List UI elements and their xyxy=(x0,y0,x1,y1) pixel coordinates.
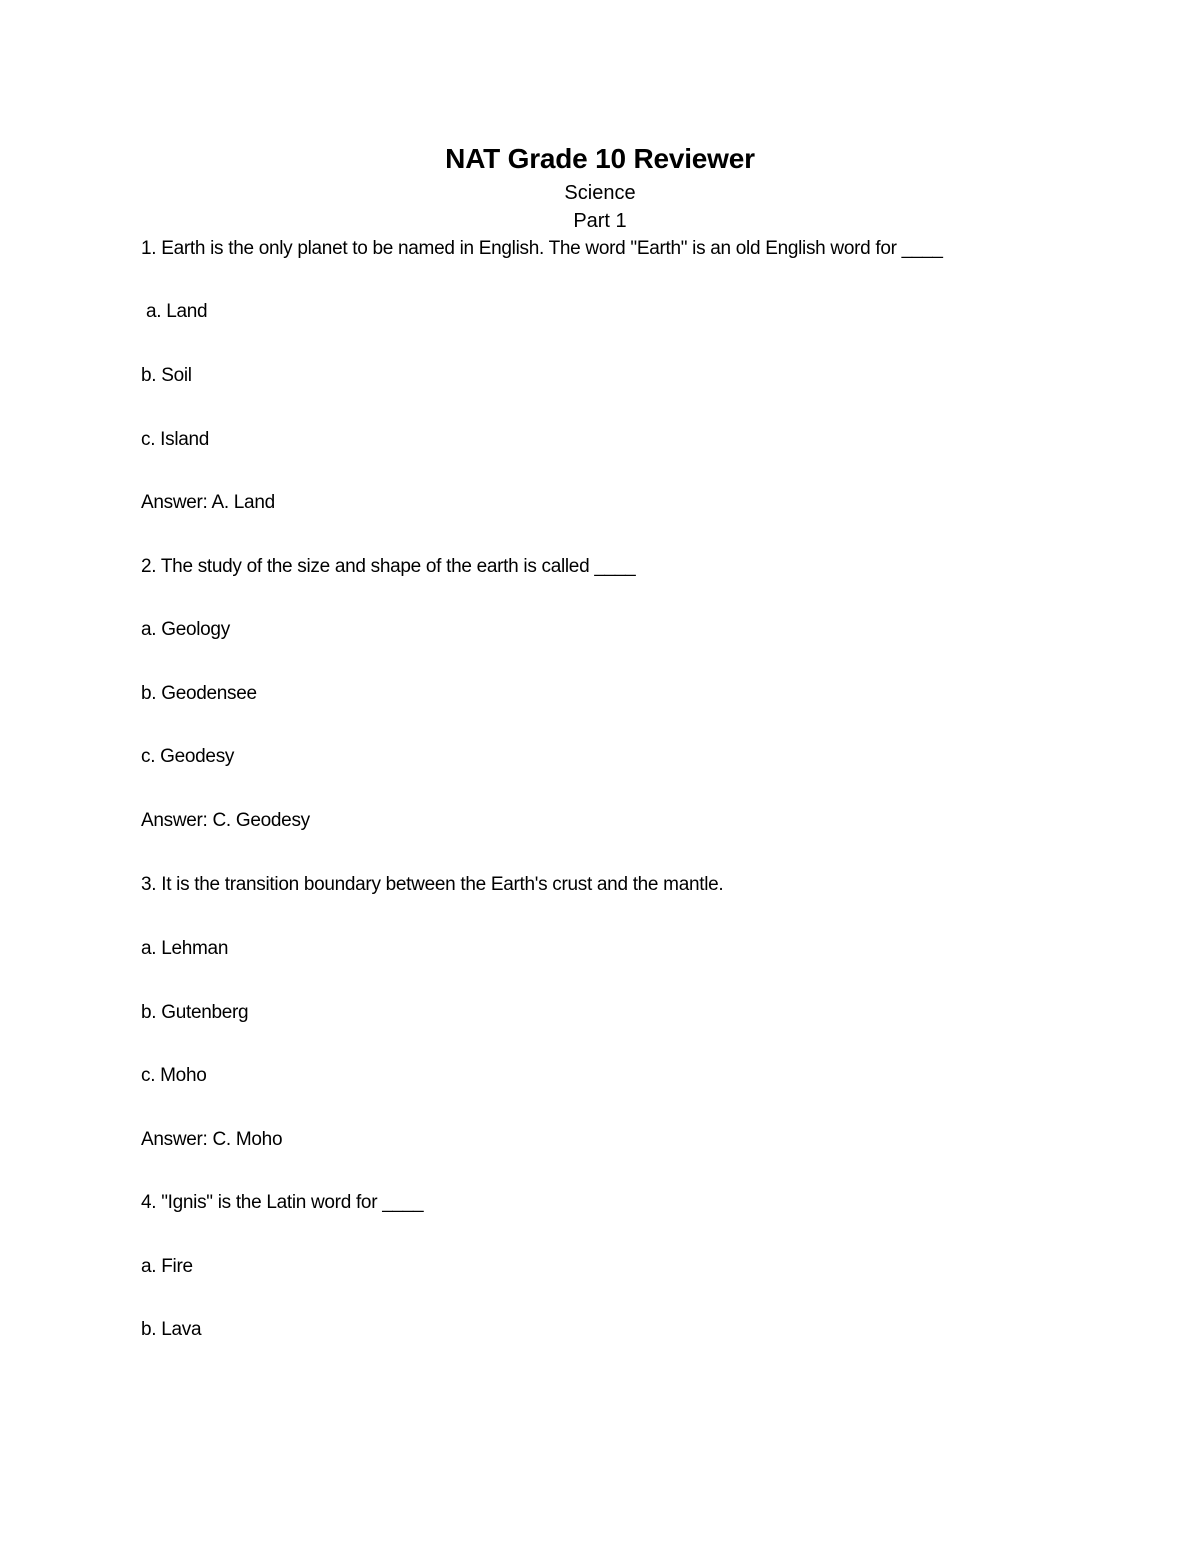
document-part: Part 1 xyxy=(573,210,627,232)
question-1-choice-c: c. Island xyxy=(141,429,210,450)
document-title: NAT Grade 10 Reviewer xyxy=(445,143,755,174)
question-2-text: 2. The study of the size and shape of the earth is called ____ xyxy=(141,556,636,577)
question-3-choice-b: b. Gutenberg xyxy=(141,1002,249,1023)
question-3-choice-a: a. Lehman xyxy=(141,938,229,959)
question-2-choice-c: c. Geodesy xyxy=(141,746,235,767)
question-1-choice-a: a. Land xyxy=(141,301,208,322)
question-2-choice-b: b. Geodensee xyxy=(141,683,257,704)
question-3-choice-c: c. Moho xyxy=(141,1065,207,1086)
question-2-answer: Answer: C. Geodesy xyxy=(141,810,310,831)
question-1-text: 1. Earth is the only planet to be named in English. The word "Earth" is an old English word for ____ xyxy=(141,238,943,259)
question-2-choice-a: a. Geology xyxy=(141,619,230,640)
question-1-answer: Answer: A. Land xyxy=(141,492,275,513)
question-4-text: 4. "Ignis" is the Latin word for ____ xyxy=(141,1192,424,1213)
question-1-choice-b: b. Soil xyxy=(141,365,192,386)
question-3-text: 3. It is the transition boundary between the Earth's crust and the mantle. xyxy=(141,874,724,895)
question-3-answer: Answer: C. Moho xyxy=(141,1129,283,1150)
question-4-choice-a: a. Fire xyxy=(141,1256,193,1277)
question-4-choice-b: b. Lava xyxy=(141,1319,202,1340)
document-subject: Science xyxy=(564,182,636,204)
